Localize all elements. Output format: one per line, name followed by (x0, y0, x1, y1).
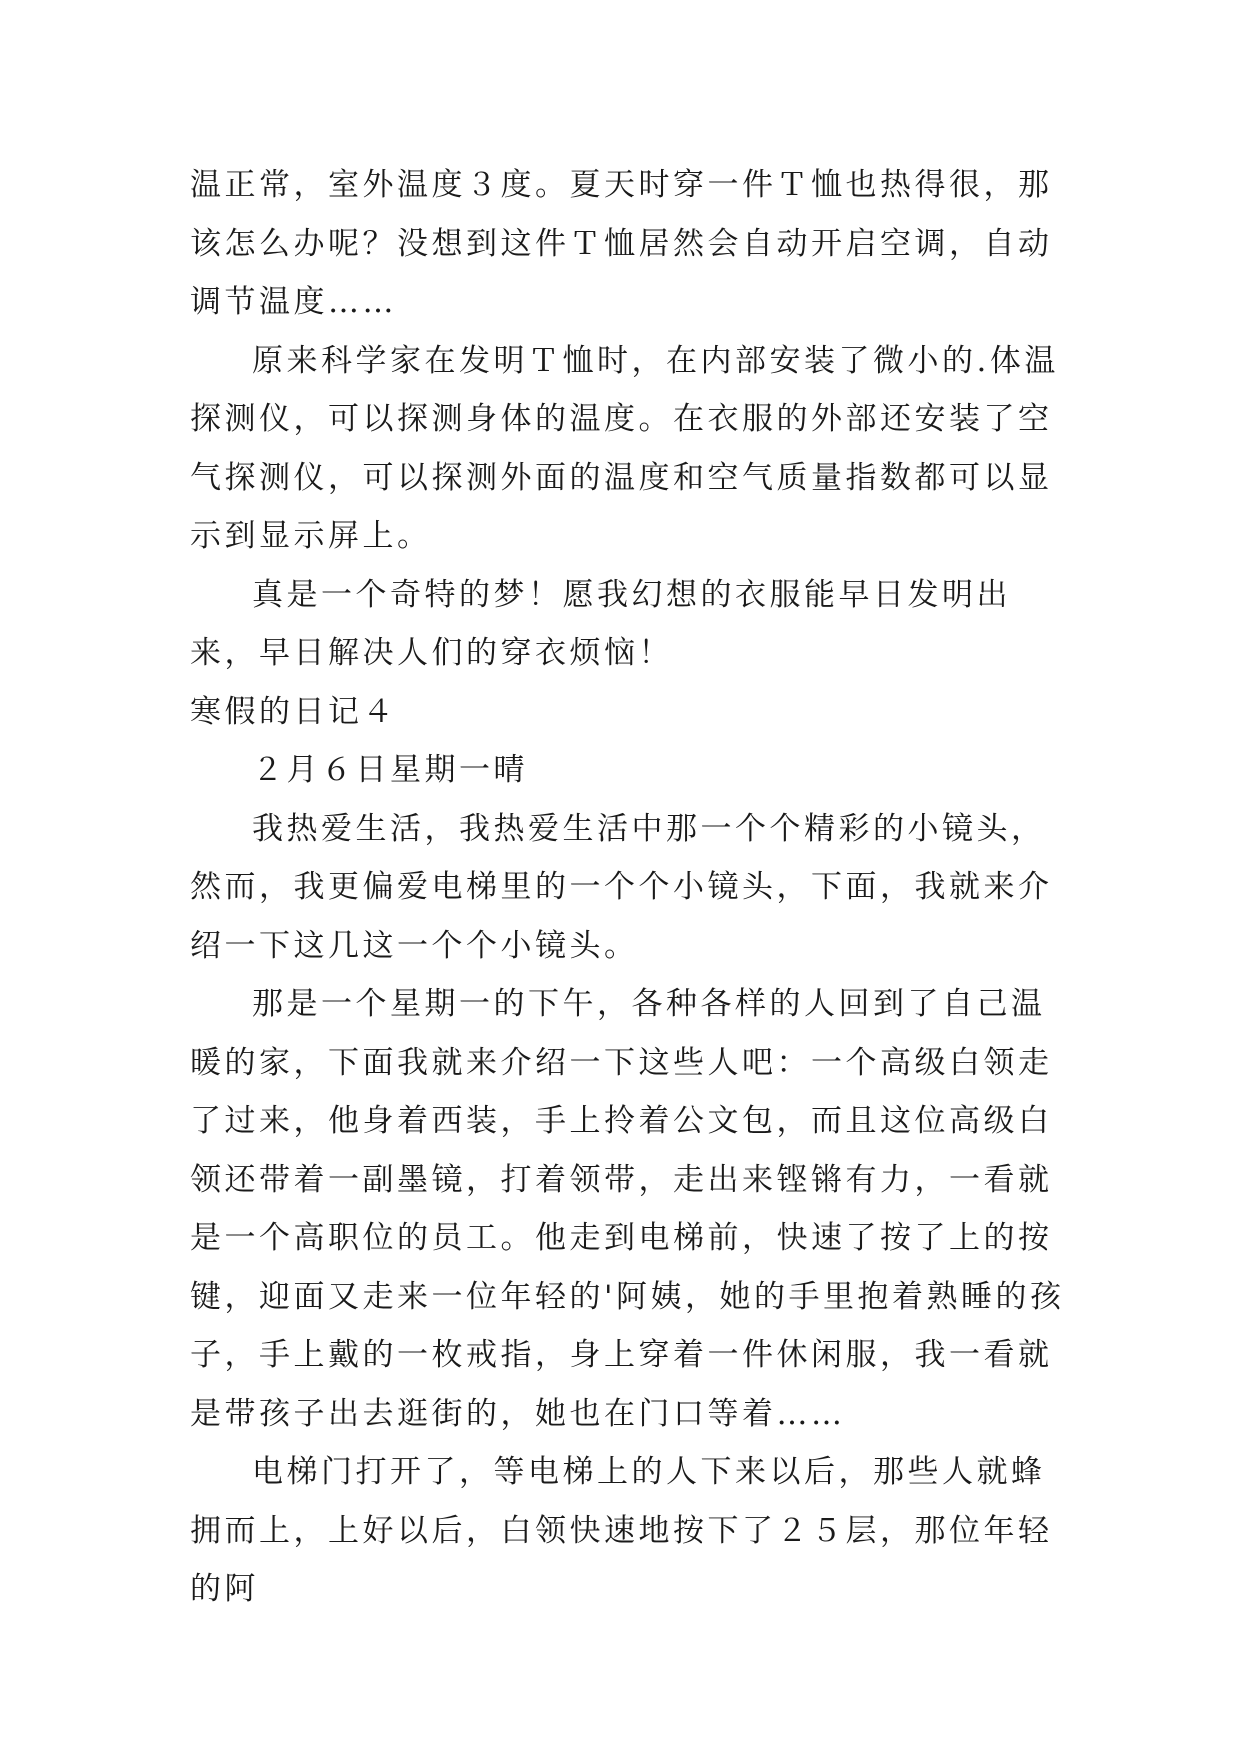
paragraph-love-life: 我热爱生活，我热爱生活中那一个个精彩的小镜头，然而，我更偏爱电梯里的一个个小镜头，下面，我就来介绍一下这几这一个个小镜头。 (190, 810, 1053, 964)
diary-date: ２月６日星期一晴 (252, 752, 528, 788)
continued-paragraph: 温正常，室外温度３度。夏天时穿一件Ｔ恤也热得很，那该怎么办呢？没想到这件Ｔ恤居然会自动开启空调，自动调节温度…… (190, 167, 1053, 320)
diary-heading: 寒假的日记４ (190, 693, 397, 730)
paragraph-thermometer: 原来科学家在发明Ｔ恤时，在内部安装了微小的.体温探测仪，可以探测身体的温度。在衣服的外部还安装了空气探测仪，可以探测外面的温度和空气质量指数都可以显示到显示屏上。 (190, 342, 1059, 554)
paragraph-afternoon: 那是一个星期一的下午，各种各样的人回到了自己温暖的家，下面我就来介绍一下这些人吧：一个高级白领走了过来，他身着西装，手上拎着公文包，而且这位高级白领还带着一副墨镜，打着领带，走出来铿锵有力，一看就是一个高职位的员工。他走到电梯前，快速了按了上的按键，迎面又走来一位年轻的'阿姨，她的手里抱着熟睡的孩子，手上戴的一枚戒指，身上穿着一件休闲服，我一看就是带孩子出去逛街的，她也在门口等着…… (190, 986, 1065, 1432)
paragraph-elevator: 电梯门打开了，等电梯上的人下来以后，那些人就蜂拥而上，上好以后，白领快速地按下了２５层，那位年轻的阿 (190, 1454, 1053, 1607)
paragraph-dream: 真是一个奇特的梦！愿我幻想的衣服能早日发明出来，早日解决人们的穿衣烦恼！ (190, 576, 1011, 671)
document-body (190, 156, 1070, 1619)
